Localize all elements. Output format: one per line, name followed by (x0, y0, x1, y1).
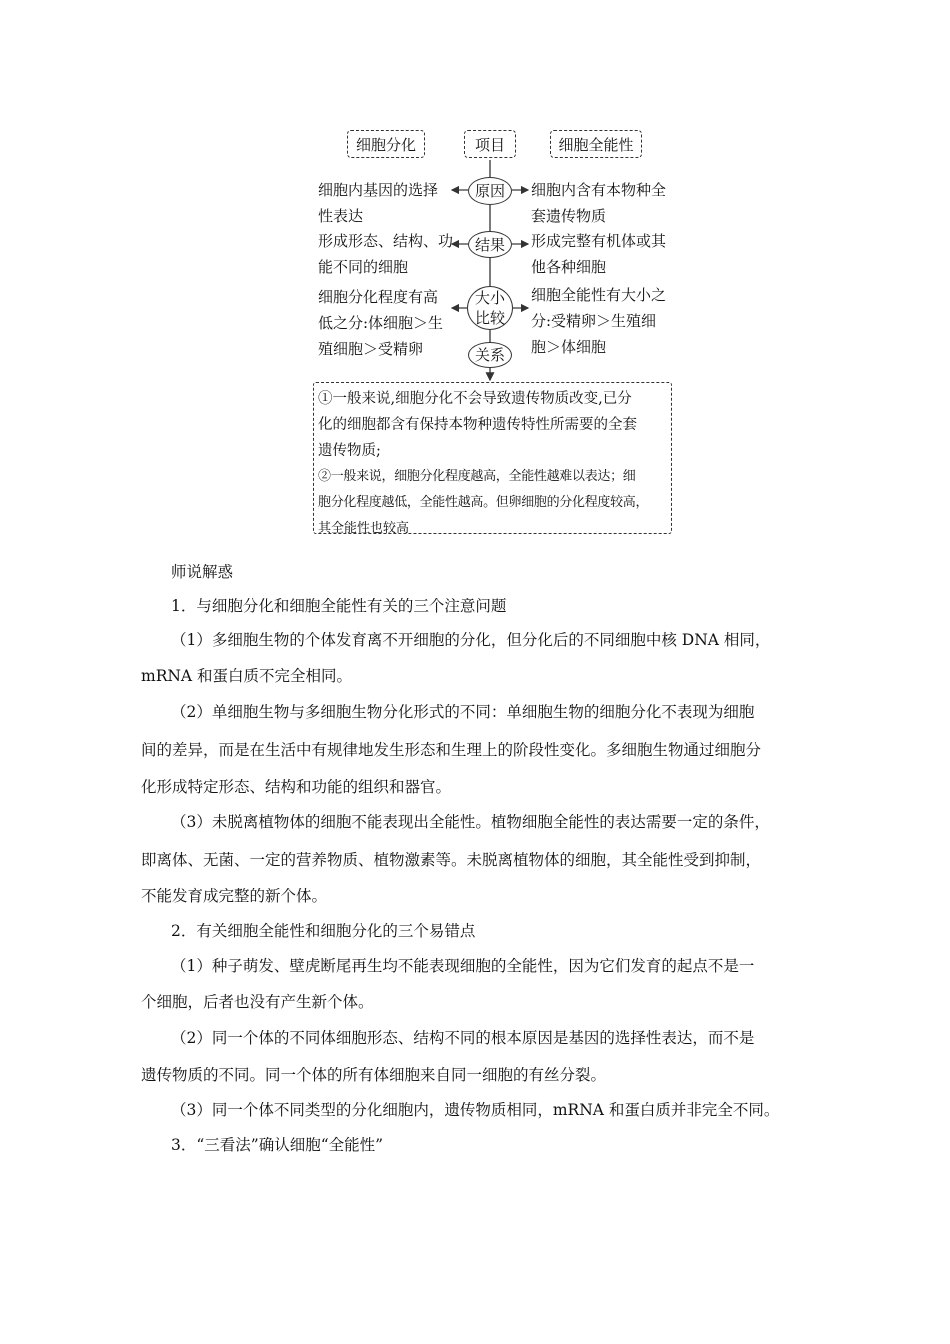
result-right-line: 形成完整有机体或其 (531, 232, 667, 250)
header-cell-differentiation: 细胞分化 (347, 130, 425, 158)
paragraph-line: mRNA 和蛋白质不完全相同。 (141, 667, 353, 685)
size-left (318, 284, 458, 362)
cause-left-line: 性表达 (318, 207, 364, 225)
point-3-title: 3．“三看法”确认细胞“全能性” (171, 1136, 384, 1154)
paragraph-line: 不能发育成完整的新个体。 (141, 887, 328, 905)
node-line: 大小 (474, 289, 505, 307)
point-2-title: 2．有关细胞全能性和细胞分化的三个易错点 (171, 922, 476, 940)
size-right-line: 细胞全能性有大小之 (531, 286, 667, 304)
relation-line: 遗传物质; (318, 443, 381, 459)
size-right-line: 胞＞体细胞 (531, 338, 607, 356)
header-totipotency: 细胞全能性 (550, 130, 642, 158)
paragraph-line: 个细胞，后者也没有产生新个体。 (141, 993, 374, 1011)
paragraph-line: （2）同一个体的不同体细胞形态、结构不同的根本原因是基因的选择性表达，而不是 (171, 1029, 755, 1047)
node-result: 结果 (468, 231, 512, 258)
relation-line: 胞分化程度越低，全能性越高。但卵细胞的分化程度较高， (318, 495, 649, 510)
relation-box (313, 382, 672, 534)
size-left-line: 低之分:体细胞＞生 (318, 314, 444, 332)
paragraph-line: 即离体、无菌、一定的营养物质、植物激素等。未脱离植物体的细胞，其全能性受到抑制， (141, 851, 762, 869)
cause-left-line: 细胞内基因的选择 (318, 181, 439, 199)
comparison-diagram (0, 0, 950, 560)
cause-right (531, 177, 681, 229)
paragraph-line: （1）多细胞生物的个体发育离不开细胞的分化，但分化后的不同细胞中核 DNA 相同， (171, 631, 771, 649)
size-left-line: 殖细胞＞受精卵 (318, 340, 424, 358)
cause-left (318, 177, 453, 229)
result-right (531, 228, 681, 280)
paragraph-line: （1）种子萌发、壁虎断尾再生均不能表现细胞的全能性，因为它们发育的起点不是一 (171, 957, 755, 975)
result-left-line: 能不同的细胞 (318, 258, 409, 276)
size-right (531, 282, 681, 360)
paragraph-line: （3）未脱离植物体的细胞不能表现出全能性。植物细胞全能性的表达需要一定的条件， (171, 813, 770, 831)
result-left-line: 形成形态、结构、功 (318, 232, 454, 250)
section-heading: 师说解惑 (171, 563, 234, 581)
cause-right-line: 细胞内含有本物种全 (531, 181, 667, 199)
cause-right-line: 套遗传物质 (531, 207, 607, 225)
size-right-line: 分:受精卵＞生殖细 (531, 312, 657, 330)
node-cause: 原因 (468, 177, 512, 205)
paragraph-line: 化形成特定形态、结构和功能的组织和器官。 (141, 778, 452, 796)
result-left (318, 228, 453, 280)
result-right-line: 他各种细胞 (531, 258, 607, 276)
node-relation: 关系 (468, 342, 512, 368)
header-item: 项目 (464, 130, 516, 158)
node-line: 比较 (474, 309, 505, 327)
node-size-comparison (467, 286, 513, 330)
point-1-title: 1．与细胞分化和细胞全能性有关的三个注意问题 (171, 597, 507, 615)
relation-line: ②一般来说，细胞分化程度越高，全能性越难以表达；细 (318, 469, 636, 484)
paragraph-line: 间的差异，而是在生活中有规律地发生形态和生理上的阶段性变化。多细胞生物通过细胞分 (141, 741, 762, 759)
relation-line: 其全能性也较高 (318, 521, 410, 536)
paragraph-line: 遗传物质的不同。同一个体的所有体细胞来自同一细胞的有丝分裂。 (141, 1066, 607, 1084)
size-left-line: 细胞分化程度有高 (318, 288, 439, 306)
relation-line: 化的细胞都含有保持本物种遗传特性所需要的全套 (318, 417, 637, 433)
paragraph-line: （3）同一个体不同类型的分化细胞内，遗传物质相同，mRNA 和蛋白质并非完全不同。 (171, 1101, 780, 1119)
relation-line: ①一般来说,细胞分化不会导致遗传物质改变,已分 (318, 391, 632, 407)
paragraph-line: （2）单细胞生物与多细胞生物分化形式的不同：单细胞生物的细胞分化不表现为细胞 (171, 703, 755, 721)
